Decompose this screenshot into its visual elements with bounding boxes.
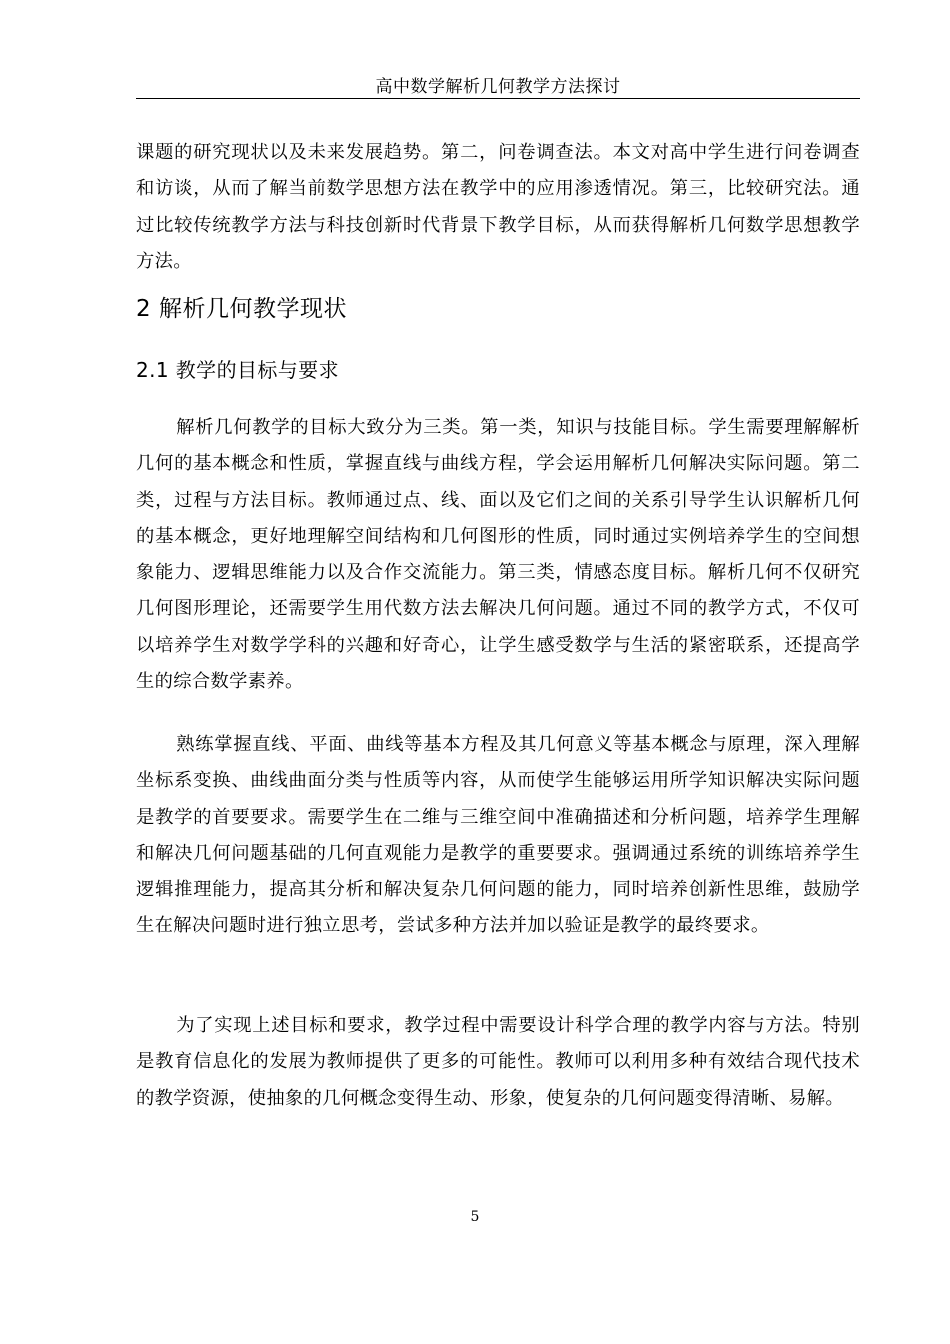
body-paragraph-goals: 解析几何教学的目标大致分为三类。第一类，知识与技能目标。学生需要理解解析几何的基本概念和性质，掌握直线与曲线方程，学会运用解析几何解决实际问题。第二类，过程与方法目标。教师通过点、线、面以及它们之间的关系引导学生认识解析几何的基本概念，更好地理解空间结构和几何图形的性质，同时通过实例培养学生的空间想象能力、逻辑思维能力以及合作交流能力。第三类，情感态度目标。解析几何不仅研究几何图形理论，还需要学生用代数方法去解决几何问题。通过不同的教学方式，不仅可以培养学生对数学学科的兴趣和好奇心，让学生感受数学与生活的紧密联系，还提高学生的综合数学素养。 xyxy=(136,417,860,693)
subsection-heading: 2.1 教学的目标与要求 xyxy=(136,358,339,382)
body-paragraph-implementation: 为了实现上述目标和要求，教学过程中需要设计科学合理的教学内容与方法。特别是教育信息化的发展为教师提供了更多的可能性。教师可以利用多种有效结合现代技术的教学资源，使抽象的几何概念变得生动、形象，使复杂的几何问题变得清晰、易解。 xyxy=(136,1015,860,1109)
page-number: 5 xyxy=(470,1209,480,1225)
intro-paragraph: 课题的研究现状以及未来发展趋势。第二，问卷调查法。本文对高中学生进行问卷调查和访谈，从而了解当前数学思想方法在教学中的应用渗透情况。第三，比较研究法。通过比较传统教学方法与科技创新时代背景下教学目标，从而获得解析几何数学思想教学方法。 xyxy=(136,142,860,272)
section-heading: 2 解析几何教学现状 xyxy=(136,296,347,322)
body-paragraph-requirements: 熟练掌握直线、平面、曲线等基本方程及其几何意义等基本概念与原理，深入理解坐标系变换、曲线曲面分类与性质等内容，从而使学生能够运用所学知识解决实际问题是教学的首要要求。需要学生在二维与三维空间中准确描述和分析问题，培养学生理解和解决几何问题基础的几何直观能力是教学的重要要求。强调通过系统的训练培养学生逻辑推理能力，提高其分析和解决复杂几何问题的能力，同时培养创新性思维，鼓励学生在解决问题时进行独立思考，尝试多种方法并加以验证是教学的最终要求。 xyxy=(136,734,860,937)
header-rule xyxy=(136,98,860,99)
running-header-title: 高中数学解析几何教学方法探讨 xyxy=(375,77,621,97)
